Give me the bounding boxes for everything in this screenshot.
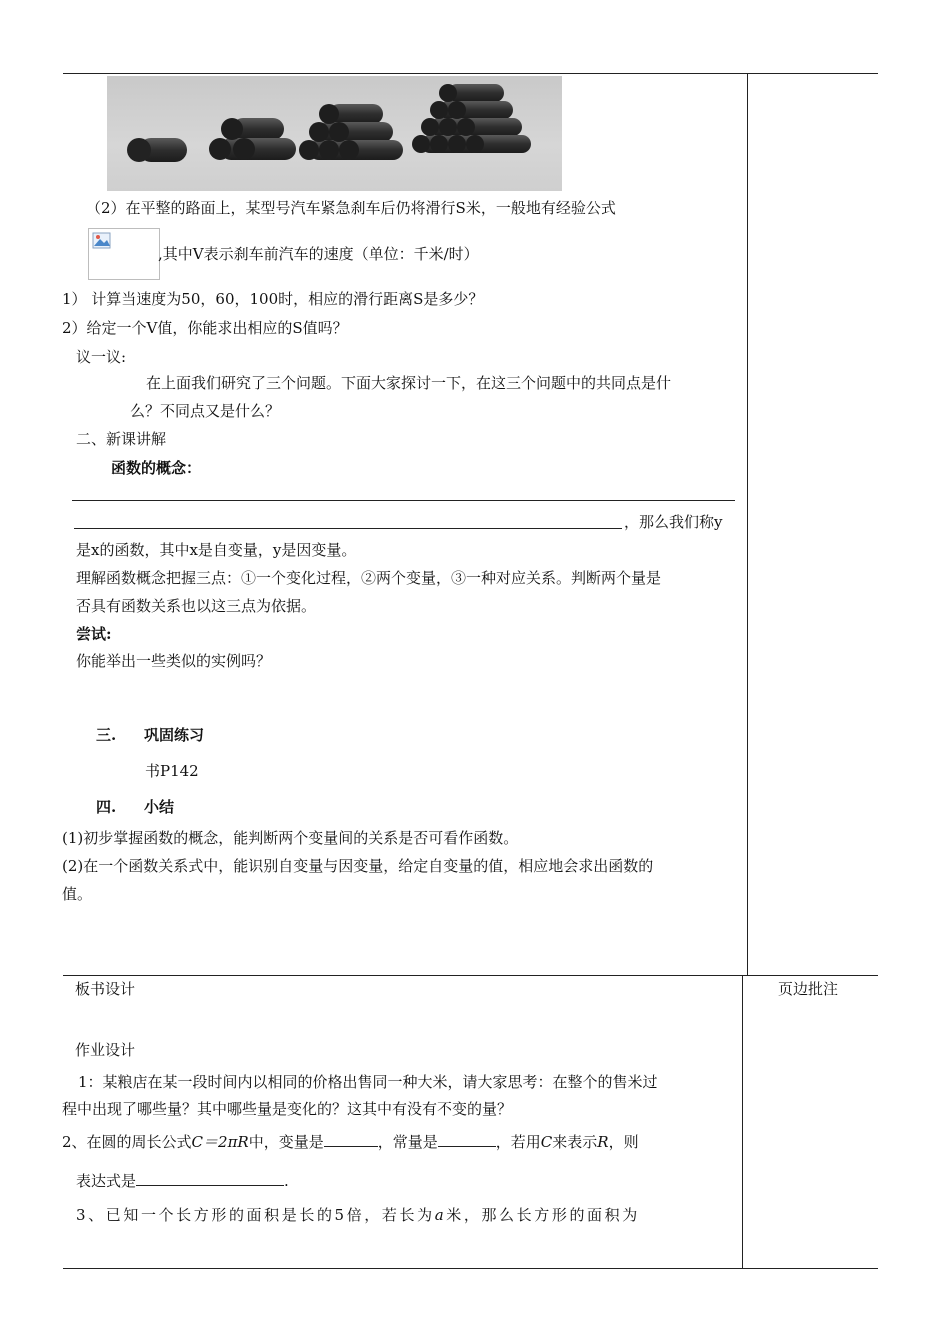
- summary-line-1: (1)初步掌握函数的概念，能判断两个变量间的关系是否可看作函数。: [62, 829, 519, 847]
- hw2-var-r: R: [597, 1133, 609, 1151]
- question-2-intro: （2）在平整的路面上，某型号汽车紧急刹车后仍将滑行S米，一般地有经验公式: [86, 199, 616, 217]
- pipe-stack-illustration: [107, 76, 562, 191]
- table-column-divider-top: [747, 73, 748, 975]
- concept-blank-line-2: [74, 528, 622, 529]
- pipe-group-1: [127, 138, 187, 162]
- homework-1-line-1: 1：某粮店在某一段时间内以相同的价格出售同一种大米，请大家思考：在整个的售米过: [78, 1073, 658, 1091]
- homework-2-line-2: [76, 1170, 289, 1191]
- sub-question-1: 1） 计算当速度为50，60，100时，相应的滑行距离S是多少？: [62, 290, 484, 308]
- margin-notes-label: 页边批注: [778, 980, 839, 998]
- pipe-group-3: [299, 104, 403, 160]
- table-column-divider-bottom: [742, 975, 743, 1268]
- understand-line-1: 理解函数概念把握三点：①一个变化过程，②两个变量，③一种对应关系。判断两个量是: [76, 569, 662, 587]
- function-concept-title: 函数的概念：: [111, 459, 202, 477]
- hw2-expression-label: 表达式是: [76, 1172, 137, 1190]
- try-title: 尝试:: [76, 625, 112, 643]
- hw2-formula: C＝2πR: [191, 1133, 249, 1151]
- hw2-constant-label: ，常量是: [377, 1133, 438, 1151]
- summary-line-2b: 值。: [62, 885, 93, 903]
- hw2-if-using: ，若用: [495, 1133, 541, 1151]
- hw2-variable-label: 中，变量是: [248, 1133, 324, 1151]
- section-4-title: 小结: [144, 798, 175, 816]
- concept-blank-line-1: [72, 500, 735, 501]
- section-2-title: 二、新课讲解: [76, 430, 167, 448]
- hw3-prefix: 3、已知一个长方形的面积是长的5倍，若长为: [76, 1206, 435, 1224]
- section-3-title: 巩固练习: [144, 726, 205, 744]
- concept-blank-ending: ，那么我们称y: [624, 513, 723, 531]
- hw2-then: ，则: [608, 1133, 639, 1151]
- homework-3-line-1: [76, 1205, 640, 1225]
- hw3-suffix: 米，那么长方形的面积为: [446, 1206, 640, 1224]
- concept-definition-line: 是x的函数，其中x是自变量，y是因变量。: [76, 541, 357, 559]
- hw2-to-represent: 来表示: [552, 1133, 598, 1151]
- pipe-stack-drawing: [107, 76, 562, 191]
- board-design-label: 板书设计: [75, 980, 136, 998]
- hw3-var-a: a: [434, 1206, 447, 1224]
- sub-question-2: 2）给定一个V值，你能求出相应的S值吗？: [62, 319, 348, 337]
- hw2-prefix: 2、在圆的周长公式: [62, 1133, 192, 1151]
- homework-title: 作业设计: [75, 1041, 136, 1059]
- book-reference: 书P142: [145, 762, 199, 780]
- table-middle-border: [63, 975, 878, 976]
- broken-image-icon: [92, 232, 112, 250]
- section-3-number: 三.: [96, 726, 117, 744]
- hw2-var-c: C: [540, 1133, 553, 1151]
- hw2-variable-blank: [324, 1131, 378, 1147]
- table-bottom-border: [63, 1268, 878, 1269]
- understand-line-2: 否具有函数关系也以这三点为依据。: [76, 597, 317, 615]
- discuss-title: 议一议:: [76, 348, 127, 366]
- table-top-border: [63, 73, 878, 74]
- pipe-group-2: [209, 118, 296, 160]
- hw2-constant-blank: [438, 1131, 496, 1147]
- section-4-number: 四.: [96, 798, 117, 816]
- homework-2-line-1: [62, 1131, 639, 1152]
- hw2-expression-blank: [136, 1170, 284, 1186]
- discuss-line-1: 在上面我们研究了三个问题。下面大家探讨一下，在这三个问题中的共同点是什: [146, 374, 672, 392]
- hw2-period: .: [284, 1172, 289, 1190]
- summary-line-2a: (2)在一个函数关系式中，能识别自变量与因变量，给定自变量的值，相应地会求出函数的: [62, 857, 654, 875]
- try-question: 你能举出一些类似的实例吗？: [76, 652, 272, 670]
- homework-1-line-2: 程中出现了哪些量？其中哪些量是变化的？这其中有没有不变的量？: [62, 1100, 513, 1118]
- discuss-line-2: 么？不同点又是什么？: [130, 402, 281, 420]
- pipe-group-4: [412, 84, 531, 153]
- formula-image-placeholder: [88, 228, 160, 280]
- velocity-description: ,其中V表示刹车前汽车的速度（单位：千米/时）: [158, 245, 479, 263]
